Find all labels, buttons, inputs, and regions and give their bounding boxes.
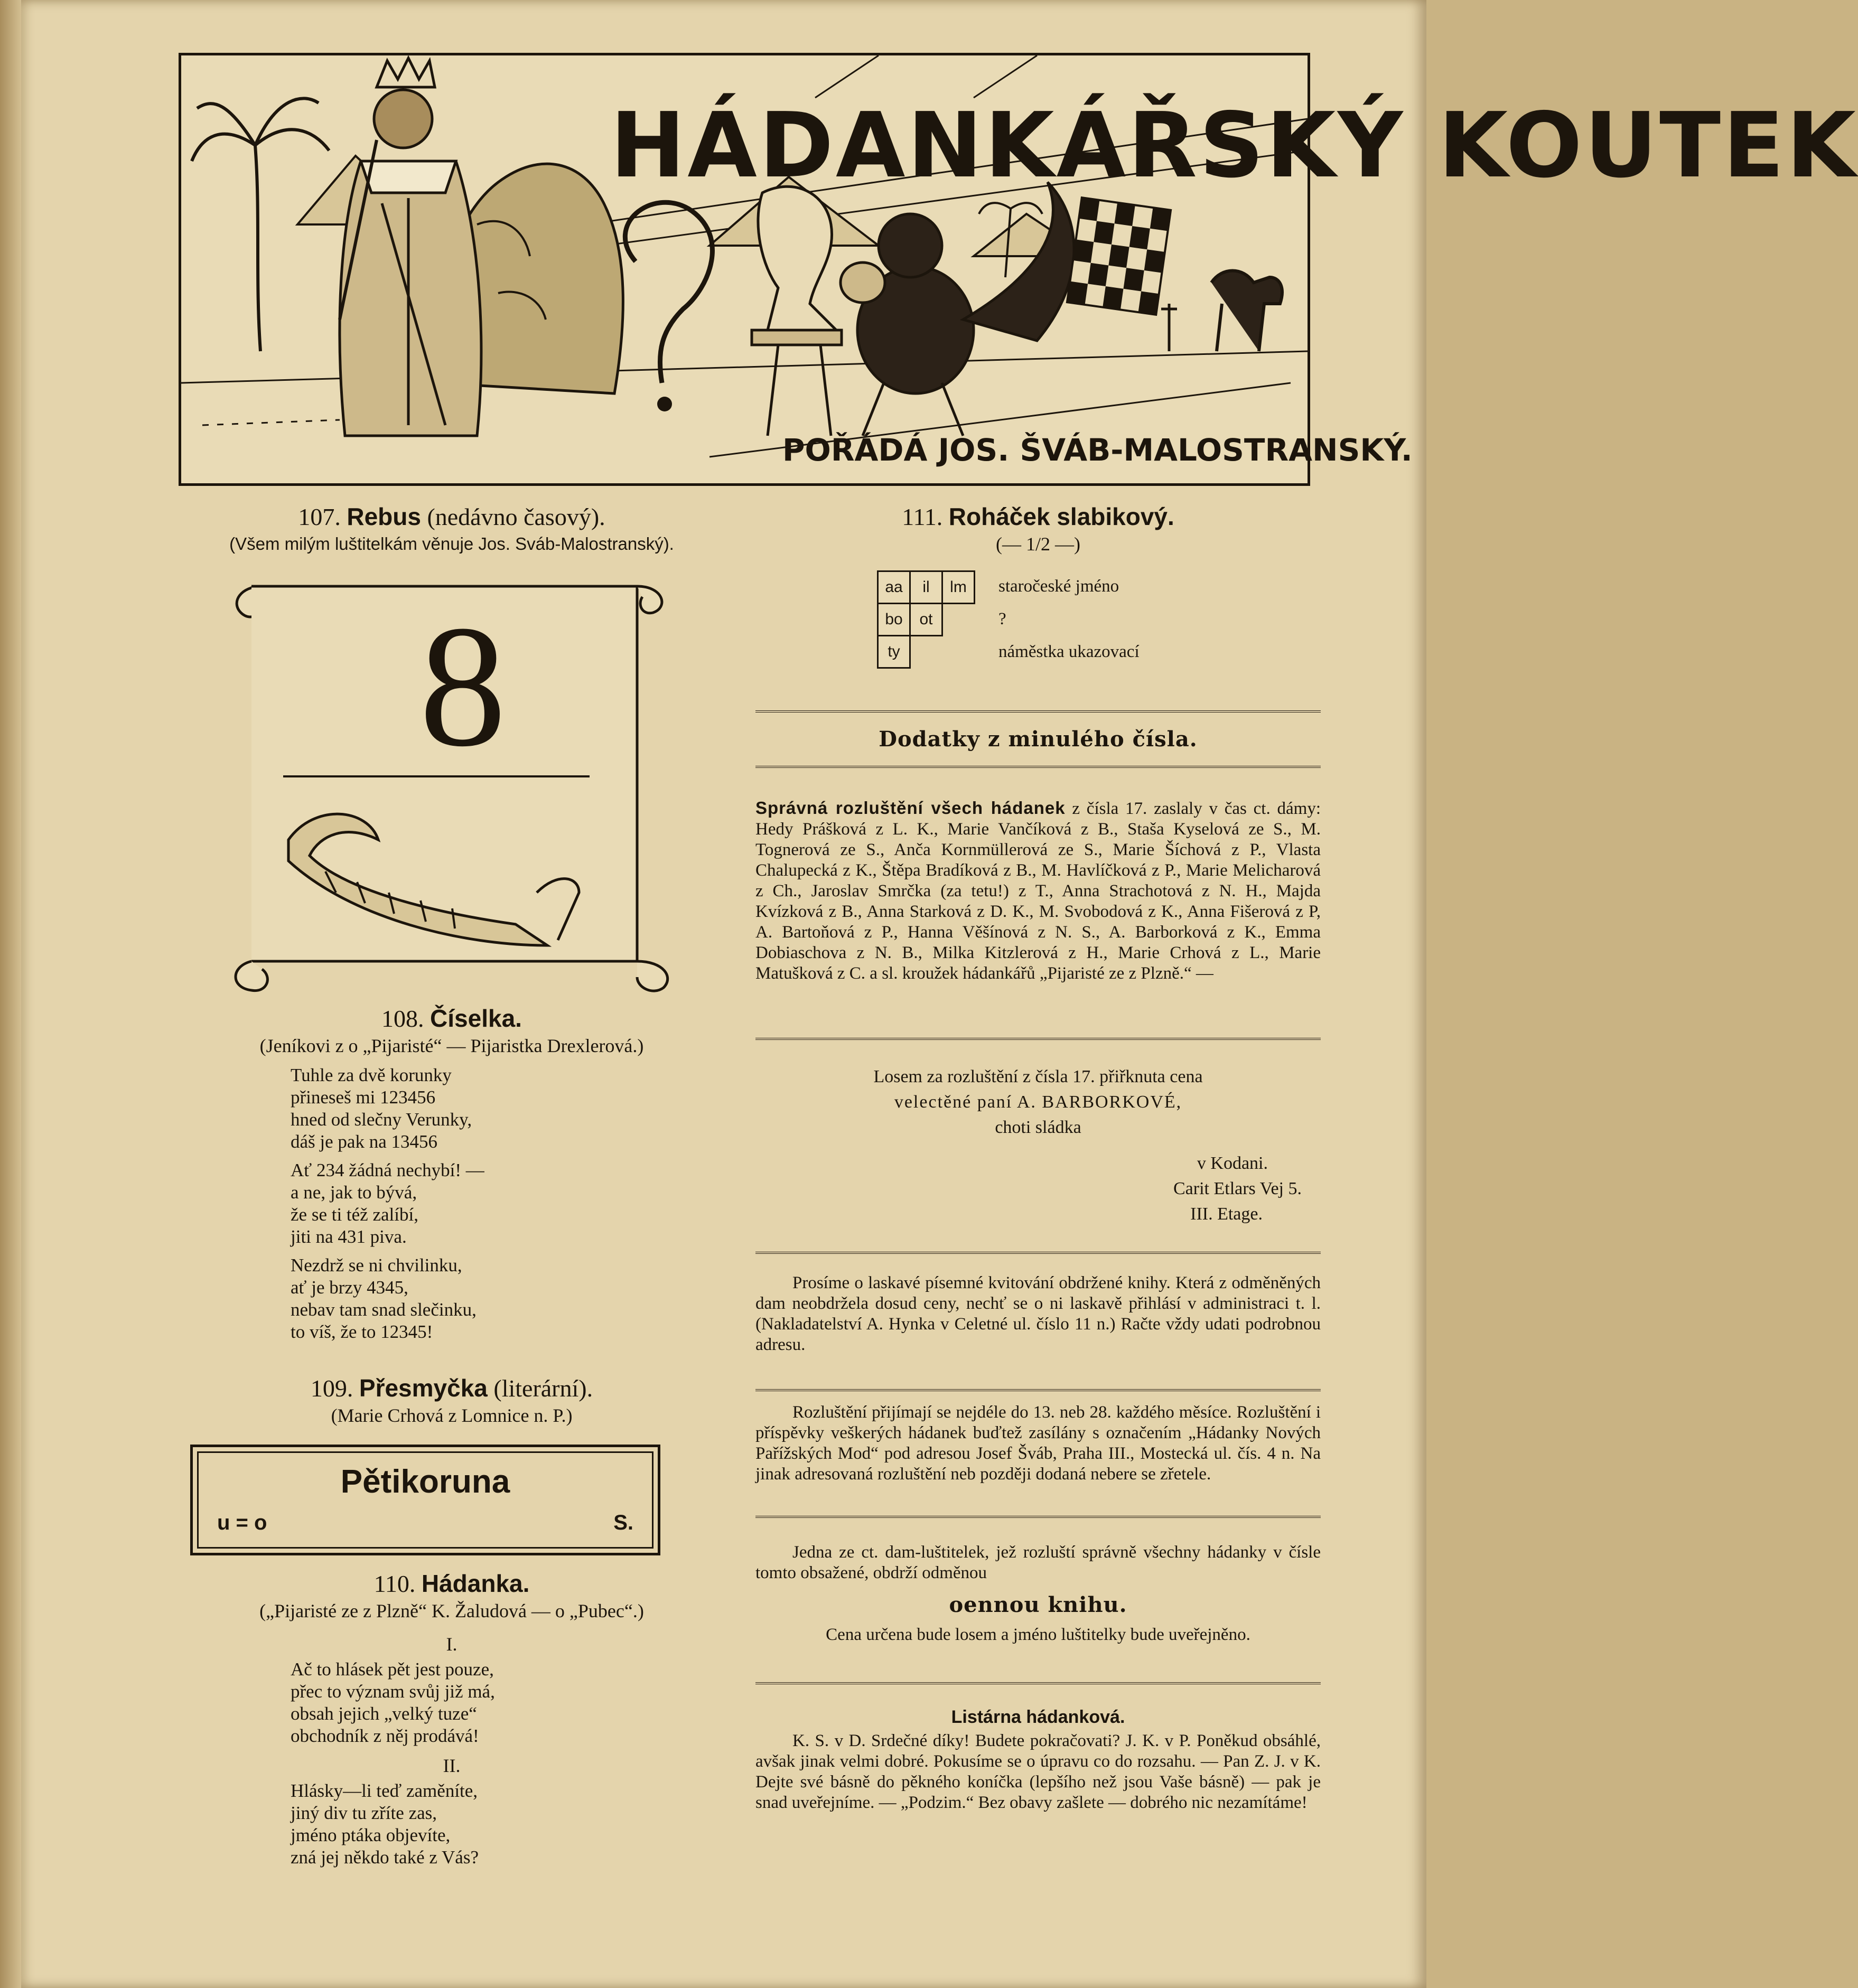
puzzle-108: [201, 1004, 703, 1342]
section-divider: [755, 1516, 1321, 1518]
puzzle-111: [755, 502, 1321, 661]
grid-cell: ot: [909, 603, 943, 636]
puzzle-number: 111.: [902, 503, 943, 530]
magazine-page: [21, 0, 1858, 1988]
puzzle-number: 108.: [381, 1005, 424, 1032]
puzzle-107-dedication: (Všem milým luštitelkám věnuje Jos. Sváb-Malostranský).: [229, 534, 674, 554]
puzzle-note: (literární).: [493, 1375, 593, 1402]
grid-cell: il: [909, 570, 943, 604]
reward-note: Cena určena bude losem a jméno luštitelky bude uveřejněno.: [826, 1625, 1250, 1644]
puzzle-110-part-1-label: I.: [446, 1634, 458, 1655]
prize-line-2: velectěné paní A. BARBORKOVÉ,: [894, 1092, 1182, 1112]
addenda-heading: Dodatky z minulého čísla.: [879, 727, 1198, 752]
grid-clue: staročeské jméno: [998, 577, 1119, 596]
puzzle-110-part-1: Ač to hlásek pět jest pouze, přec to význam svůj již má, obsah jejich „velký tuze“ obchodník z něj prodává!: [291, 1659, 495, 1746]
puzzle-109-heading: [201, 1373, 703, 1403]
submission-deadline: Rozluštění přijímají se nejdéle do 13. neb 28. každého měsíce. Rozluštění i příspěvky veškerých hádanek buďtež zasílány s označením „Hádanky Nových Pařížských Mod“ pod adresou Josef Šváb, Praha III., Mostecká ul. čís. 4 n. Na jinak adresovaná rozluštění neb později dodaná nebere se zřetele.: [755, 1403, 1321, 1484]
grid-clue: náměstka ukazovací: [998, 642, 1140, 661]
puzzle-title: Číselka.: [430, 1005, 522, 1032]
letters-heading: Listárna hádanková.: [951, 1707, 1125, 1727]
prize-address-3: III. Etage.: [1190, 1204, 1263, 1224]
rebus-scroll-image: [220, 576, 679, 993]
puzzle-number: 110.: [374, 1570, 416, 1597]
puzzle-110-part-2: Hlásky—li teď zaměníte, jiný div tu zříte zas, jméno ptáka objevíte, zná jej někdo také z Vás?: [291, 1780, 479, 1868]
prize-address-1: v Kodani.: [1197, 1154, 1268, 1173]
puzzle-110-dedication: („Pijaristé ze z Plzně“ K. Žaludová — o „Pubec“.): [259, 1600, 644, 1621]
puzzle-108-stanza-3: Nezdrž se ni chvilinku, ať je brzy 4345, nebav tam snad slečinku, to víš, že to 12345!: [291, 1255, 477, 1342]
puzzle-107-heading: [201, 502, 703, 532]
letters-body: K. S. v D. Srdečné díky! Budete pokračovati? J. K. v P. Poněkud obsáhlé, avšak jinak velmi dobré. Pokusíme se o úpravu co do rozsahu. — Pan Z. J. v K. Dejte své básně do pěkného koníčka (lepšího než jsou Vaše básně) — pak je snad uveřejníme. — „Podzim.“ Bez obavy zašlete — dobrého nic nezamítáme!: [755, 1731, 1321, 1812]
addenda-list: z čísla 17. zaslaly v čas ct. dámy: Hedy Prášková z L. K., Marie Vančíková z B., Staša Kyselová ze S., M. Tognerová ze S., Anča Kornmüllerová ze S., Marie Šíchová z P., Vlasta Chalupecká z K., Štěpa Bradíková z B., M. Havlíčková z P., Marie Melicharová z Ch., Jaroslav Smrčka (za tetu!) z T., Anna Strachotová z N. H., Majda Kvízková z B., Anna Starková z D. K., M. Svobodová z K., Anna Fišerová z P, A. Bartoňová z P., Hanna Věšínová z N. S., A. Barborková z K., Emma Dobiaschova z N. B., Milka Kitzlerová z H., Marie Crhová z L., Marie Matušková z C. a sl. kroužek hádankářů „Pijaristé ze z Plzně.“ —: [755, 799, 1321, 983]
puzzle-107: [201, 502, 703, 783]
section-divider: [755, 1682, 1321, 1684]
grid-clue: ?: [998, 609, 1006, 629]
anagram-box: [190, 1445, 660, 1555]
puzzle-title: Hádanka.: [421, 1570, 530, 1597]
puzzle-108-stanza-1: Tuhle za dvě korunky přineseš mi 123456 hned od slečny Verunky, dáš je pak na 13456: [291, 1065, 472, 1152]
anagram-left-hint: u = o: [217, 1511, 267, 1534]
puzzle-111-note: (— 1/2 —): [996, 533, 1080, 555]
section-divider: [755, 1038, 1321, 1040]
puzzle-note: (nedávno časový).: [427, 503, 605, 530]
prize-notice: [755, 1064, 1321, 1227]
letters-section: [755, 1703, 1321, 1813]
puzzle-109: [201, 1373, 703, 1428]
masthead-organizer: POŘÁDÁ JOS. ŠVÁB-MALOSTRANSKÝ.: [782, 432, 1413, 468]
grid-cell: bo: [877, 603, 911, 636]
syllable-grid: [877, 570, 983, 671]
puzzle-110: [201, 1569, 703, 1868]
puzzle-number: 109.: [310, 1375, 353, 1402]
section-divider: [755, 766, 1321, 768]
puzzle-108-dedication: (Jeníkovi z o „Pijaristé“ — Pijaristka Drexlerová.): [259, 1035, 644, 1056]
addenda-intro: Správná rozluštění všech hádanek: [755, 798, 1066, 818]
book-receipt-request: Prosíme o laskavé písemné kvitování obdržené knihy. Která z odměněných dam neobdržela dosud ceny, nechť se o ni laskavě přihlásí v administraci t. l. (Nakladatelství A. Hynka v Celetné ul. číslo 11 n.) Račte vždy udati podrobnou adresu.: [755, 1273, 1321, 1354]
puzzle-number: 107.: [298, 503, 341, 530]
puzzle-110-part-2-label: II.: [443, 1755, 461, 1776]
puzzle-110-heading: [201, 1569, 703, 1599]
prize-line-3: choti sládka: [995, 1118, 1081, 1137]
masthead-title: HÁDANKÁŘSKÝ KOUTEK: [610, 93, 1858, 198]
puzzle-title: Roháček slabikový.: [948, 503, 1174, 530]
addenda-section: [755, 724, 1321, 755]
masthead-illustration: [179, 53, 1858, 486]
reward-prize: oennou knihu.: [949, 1592, 1127, 1617]
puzzle-111-heading: [755, 502, 1321, 532]
puzzle-108-stanza-2: Ať 234 žádná nechybí! — a ne, jak to bývá, že se ti též zalíbí, jiti na 431 piva.: [291, 1160, 484, 1247]
anagram-right-hint: S.: [613, 1511, 633, 1534]
section-divider: [755, 710, 1321, 712]
anagram-word: Pětikoruna: [340, 1464, 510, 1500]
puzzle-109-author: (Marie Crhová z Lomnice n. P.): [331, 1405, 573, 1426]
addenda-body: [755, 798, 1321, 984]
section-divider: [755, 1389, 1321, 1391]
page-spine: [0, 0, 21, 1988]
puzzle-title: Přesmyčka: [359, 1374, 488, 1402]
grid-cell: ty: [877, 635, 911, 669]
prize-line-1: Losem za rozluštění z čísla 17. přiřknuta cena: [873, 1067, 1203, 1086]
section-divider: [755, 1252, 1321, 1254]
grid-cell: lm: [941, 570, 975, 604]
prize-address-2: Carit Etlars Vej 5.: [1173, 1179, 1302, 1198]
puzzle-title: Rebus: [347, 503, 421, 530]
grid-cell: aa: [877, 570, 911, 604]
puzzle-108-heading: [201, 1004, 703, 1034]
reward-notice: [755, 1542, 1321, 1646]
reward-text: Jedna ze ct. dam-luštitelek, jež rozluští správně všechny hádanky v čísle tomto obsažené, obdrží odměnou: [755, 1543, 1321, 1582]
rebus-symbol: 8: [419, 590, 507, 783]
